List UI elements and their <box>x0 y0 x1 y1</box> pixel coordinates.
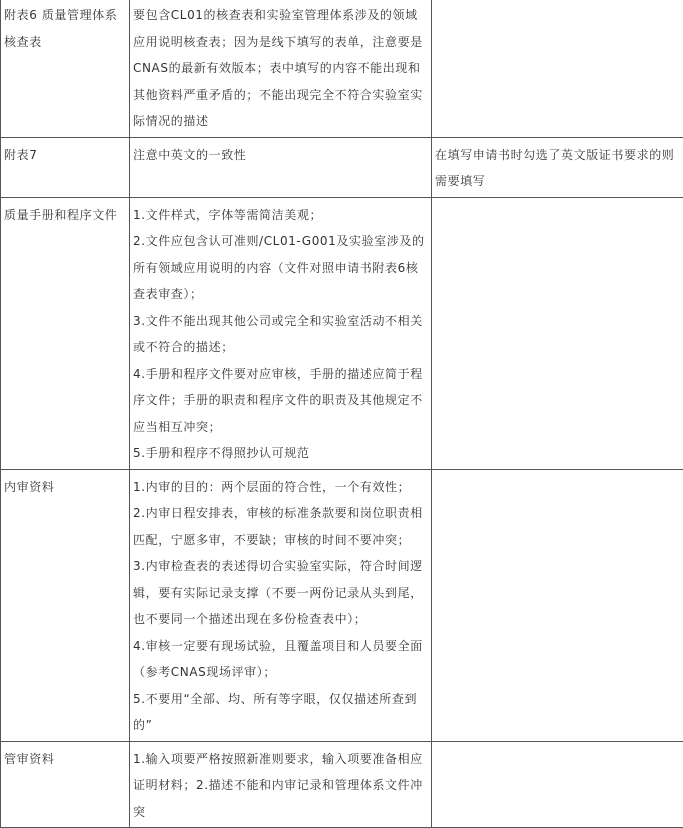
notes-cell <box>130 197 432 469</box>
remark-cell <box>432 469 683 741</box>
notes-cell <box>130 469 432 741</box>
item-label: 内审资料 <box>4 480 54 494</box>
table-row <box>1 469 683 741</box>
item-label: 附表7 <box>4 148 37 162</box>
item-cell <box>1 741 130 828</box>
note-text: 3.文件不能出现其他公司或完全和实验室活动不相关或不符合的描述； <box>133 308 429 361</box>
note-text: 3.内审检查表的表述得切合实验室实际，符合时间逻辑，要有实际记录支撑（不要一两份记录从头到尾，也不要同一个描述出现在多份检查表中）； <box>133 553 429 633</box>
remark-cell <box>432 0 683 137</box>
note-text: 5.不要用“全部、均、所有等字眼，仅仅描述所查到的” <box>133 686 429 739</box>
table-row <box>1 0 683 137</box>
note-text: 1.输入项要严格按照新准则要求，输入项要准备相应证明材料；2.描述不能和内审记录和管理体系文件冲突 <box>133 746 429 826</box>
item-cell <box>1 137 130 197</box>
notes-cell <box>130 741 432 828</box>
item-cell <box>1 197 130 469</box>
note-text: 2.内审日程安排表，审核的标准条款要和岗位职责相匹配，宁愿多审，不要缺；审核的时间不要冲突； <box>133 500 429 553</box>
remark-text: 在填写申请书时勾选了英文版证书要求的则需要填写 <box>435 148 674 189</box>
note-text: 要包含CL01的核查表和实验室管理体系涉及的领域应用说明核查表；因为是线下填写的表单，注意要是CNAS的最新有效版本；表中填写的内容不能出现和其他资料严重矛盾的；不能出现完全不符合实验室实际情况的描述 <box>133 2 429 135</box>
note-text: 1.文件样式，字体等需简洁美观； <box>133 202 429 229</box>
remark-cell <box>432 197 683 469</box>
item-cell <box>1 0 130 137</box>
item-label: 管审资料 <box>4 752 54 766</box>
note-text: 2.文件应包含认可准则/CL01-G001及实验室涉及的所有领域应用说明的内容（文件对照申请书附表6核查表审查）； <box>133 228 429 308</box>
remark-cell <box>432 741 683 828</box>
note-text: 5.手册和程序不得照抄认可规范 <box>133 440 429 467</box>
item-cell <box>1 469 130 741</box>
note-text: 注意中英文的一致性 <box>133 142 429 169</box>
notes-cell <box>130 0 432 137</box>
table-row <box>1 741 683 828</box>
notes-cell <box>130 137 432 197</box>
note-text: 4.手册和程序文件要对应审核，手册的描述应简于程序文件；手册的职责和程序文件的职责及其他规定不应当相互冲突； <box>133 361 429 441</box>
item-label: 质量手册和程序文件 <box>4 208 117 222</box>
note-text: 4.审核一定要有现场试验，且覆盖项目和人员要全面（参考CNAS现场评审）； <box>133 633 429 686</box>
item-label: 附表6 质量管理体系核查表 <box>4 8 117 49</box>
table-row <box>1 137 683 197</box>
remark-cell <box>432 137 683 197</box>
note-text: 1.内审的目的：两个层面的符合性，一个有效性； <box>133 474 429 501</box>
table-row <box>1 197 683 469</box>
